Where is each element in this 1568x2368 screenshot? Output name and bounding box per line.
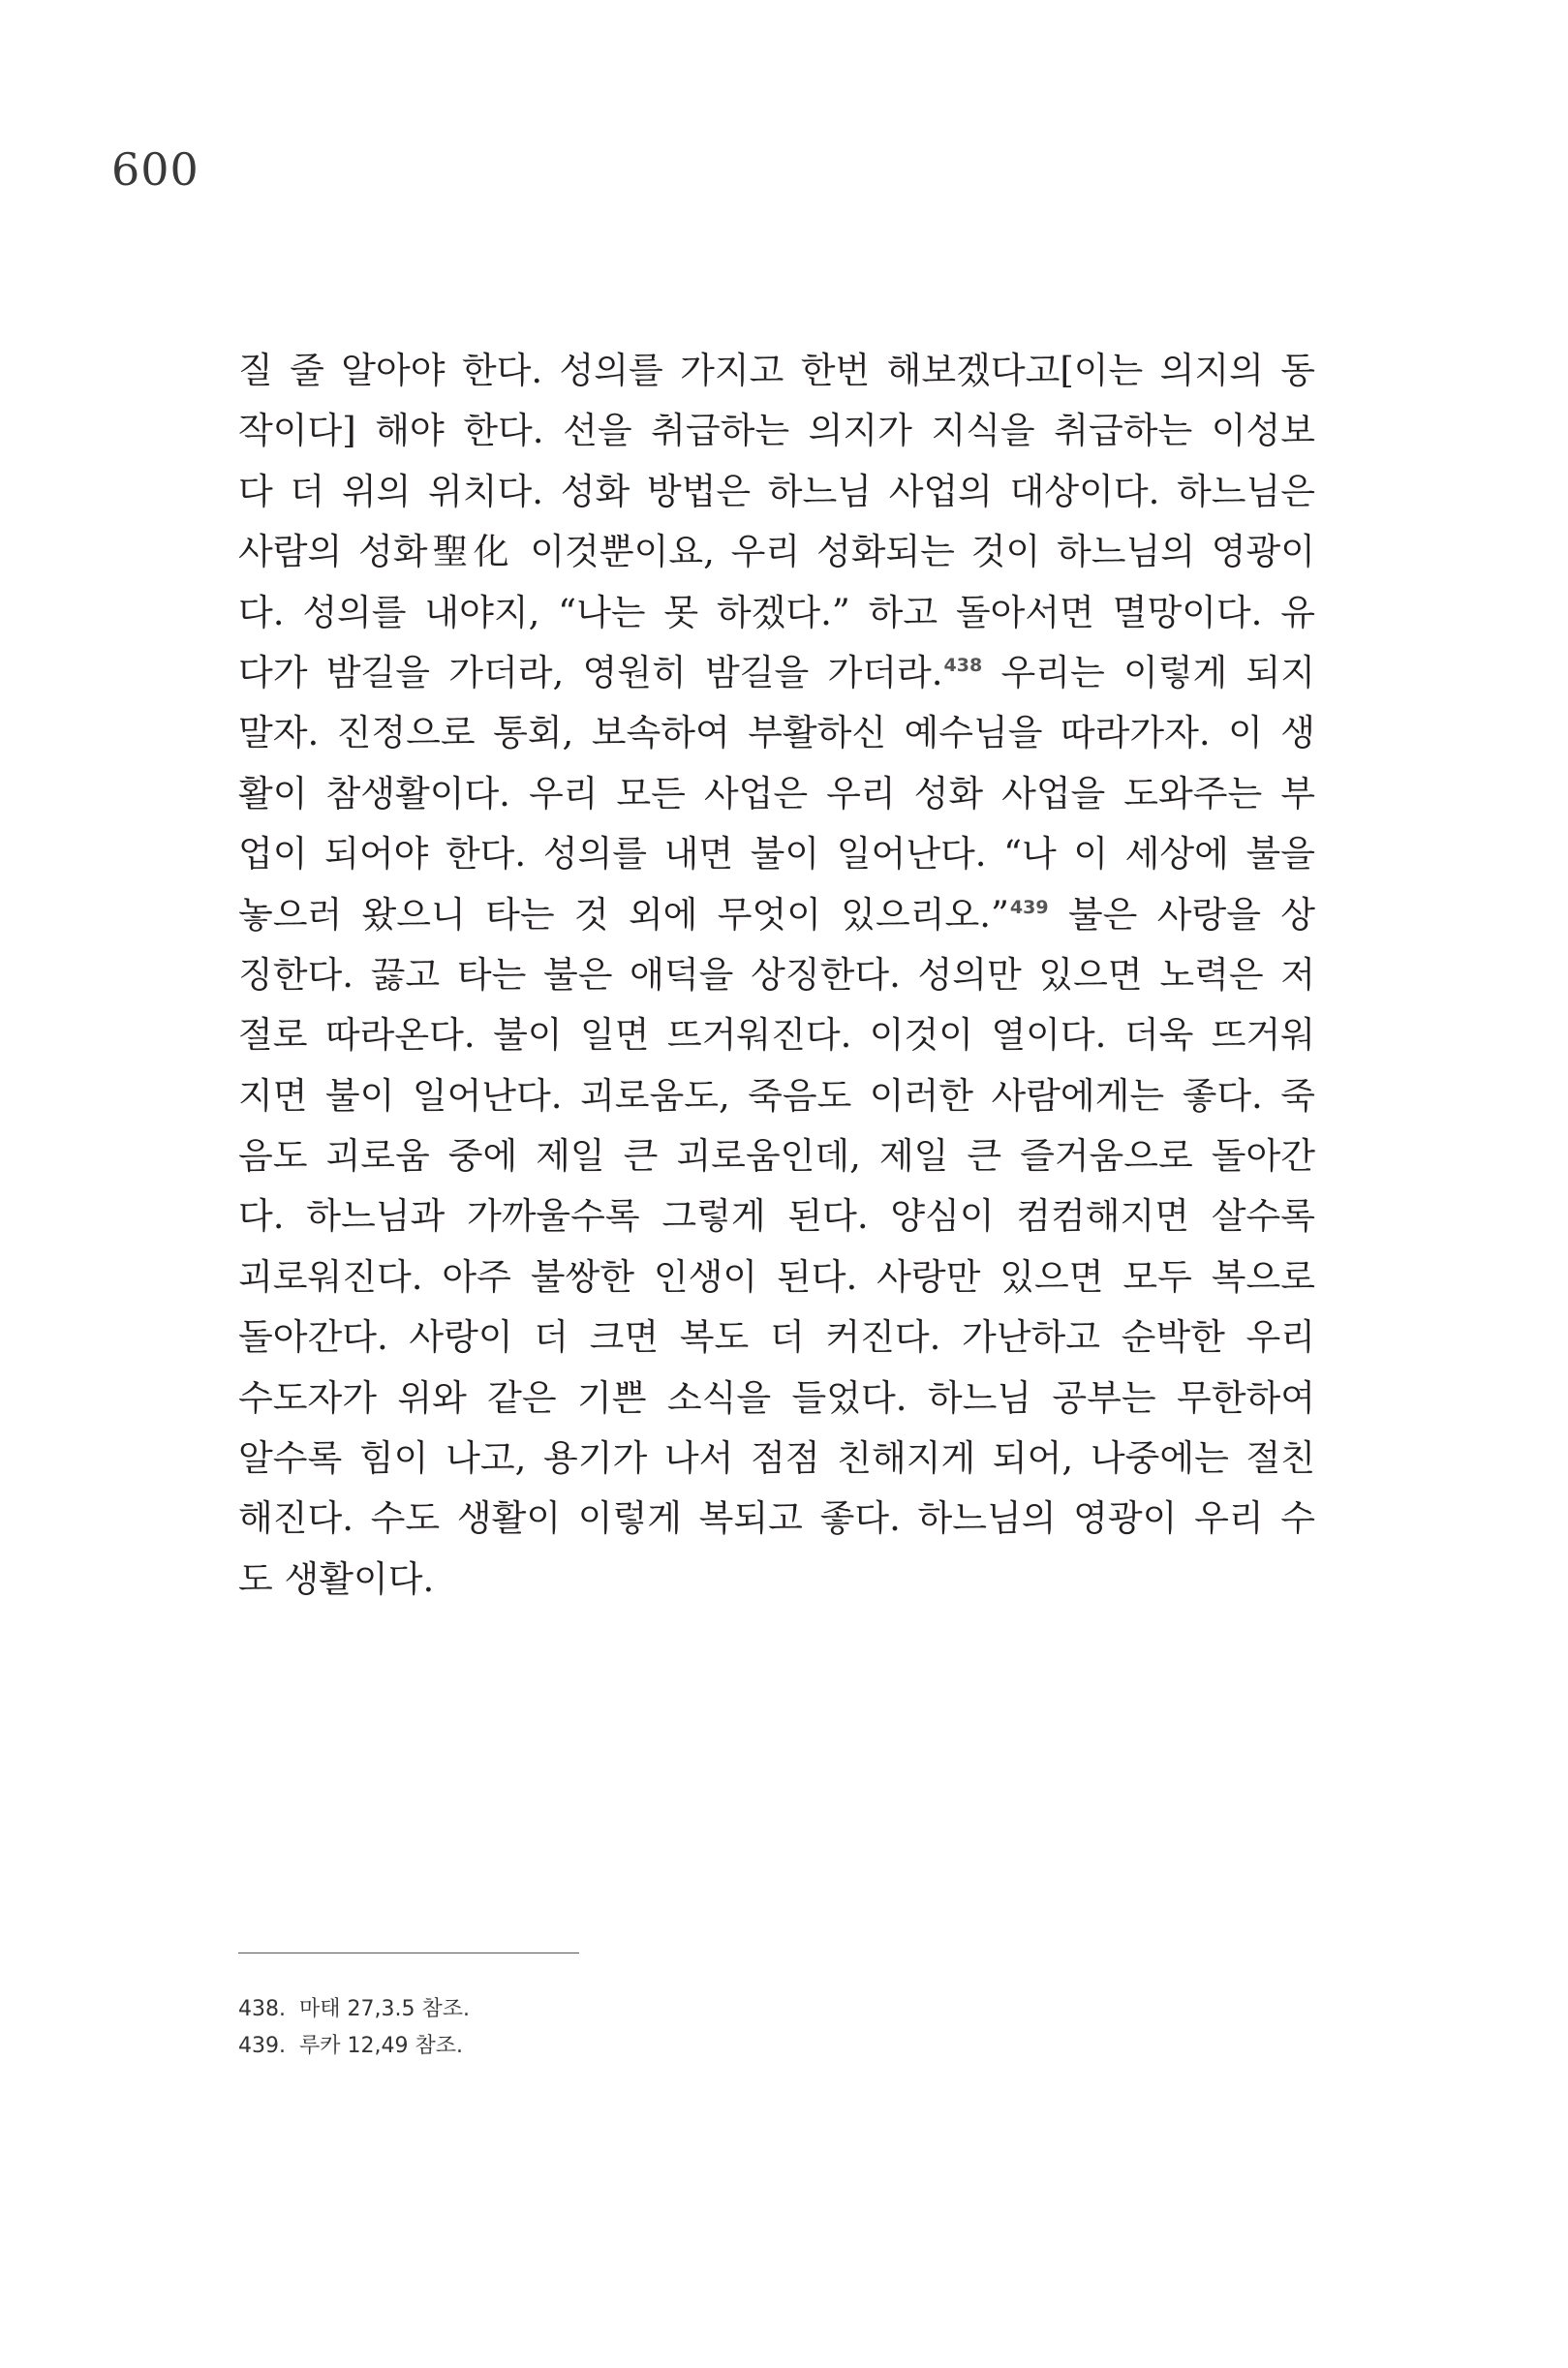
text-line: 말자. 진정으로 통회, 보속하여 부활하신 예수님을 따라가자. 이 생 — [238, 712, 1315, 754]
footnote-text: 루카 12,49 참조. — [298, 2034, 463, 2058]
text-line: 질 줄 알아야 한다. 성의를 가지고 한번 해보겠다고[이는 의지의 동 — [238, 350, 1315, 391]
text-line: 돌아간다. 사랑이 더 크면 복도 더 커진다. 가난하고 순박한 우리 — [238, 1316, 1315, 1359]
footnote-number: 438. — [238, 1997, 286, 2021]
body-text — [238, 341, 1315, 1610]
text-line: 업이 되어야 한다. 성의를 내면 불이 일어난다. “나 이 세상에 불을 — [238, 833, 1315, 876]
footnote-number: 439. — [238, 2034, 286, 2058]
page-number: 600 — [111, 143, 200, 196]
text-line: 놓으러 왔으니 타는 것 외에 무엇이 있으리오.”$^{439}$ 불은 사랑을 상 — [238, 893, 1315, 936]
footnote-ref-438[interactable]: 438 — [943, 654, 983, 676]
text-line: 알수록 힘이 나고, 용기가 나서 점점 친해지게 되어, 나중에는 절친 — [238, 1437, 1315, 1480]
text-line: 도 생활이다. — [238, 1557, 435, 1600]
footnote-439 — [238, 2028, 470, 2065]
text-line: 다 더 위의 위치다. 성화 방법은 하느님 사업의 대상이다. 하느님은 — [238, 470, 1315, 512]
footnote-438 — [238, 1991, 470, 2028]
text-line: 음도 괴로움 중에 제일 큰 괴로움인데, 제일 큰 즐거움으로 돌아간 — [238, 1135, 1315, 1178]
text-line: 지면 불이 일어난다. 괴로움도, 죽음도 이러한 사람에게는 좋다. 죽 — [238, 1074, 1315, 1117]
text-line: 수도자가 위와 같은 기쁜 소식을 들었다. 하느님 공부는 무한하여 — [238, 1376, 1315, 1419]
footnote-ref-439[interactable]: 439 — [1009, 896, 1049, 918]
footnotes — [238, 1991, 470, 2065]
text-line: 사람의 성화聖化 이것뿐이요, 우리 성화되는 것이 하느님의 영광이 — [238, 531, 1315, 573]
text-line: 절로 따라온다. 불이 일면 뜨거워진다. 이것이 열이다. 더욱 뜨거워 — [238, 1014, 1315, 1057]
footnote-text: 마태 27,3.5 참조. — [298, 1997, 470, 2021]
text-line: 징한다. 끓고 타는 불은 애덕을 상징한다. 성의만 있으면 노력은 저 — [238, 953, 1315, 996]
text-line: 다. 하느님과 가까울수록 그렇게 된다. 양심이 컴컴해지면 살수록 — [238, 1195, 1315, 1238]
text-line: 다가 밤길을 가더라, 영원히 밤길을 가더라.$^{438}$ 우리는 이렇게 되지 — [238, 651, 1315, 693]
text-line: 해진다. 수도 생활이 이렇게 복되고 좋다. 하느님의 영광이 우리 수 — [238, 1497, 1315, 1540]
text-line: 작이다] 해야 한다. 선을 취급하는 의지가 지식을 취급하는 이성보 — [238, 410, 1315, 452]
text-line: 다. 성의를 내야지, “나는 못 하겠다.” 하고 돌아서면 멸망이다. 유 — [238, 591, 1315, 633]
text-line: 괴로워진다. 아주 불쌍한 인생이 된다. 사랑만 있으면 모두 복으로 — [238, 1255, 1315, 1298]
text-line: 활이 참생활이다. 우리 모든 사업은 우리 성화 사업을 도와주는 부 — [238, 772, 1315, 815]
